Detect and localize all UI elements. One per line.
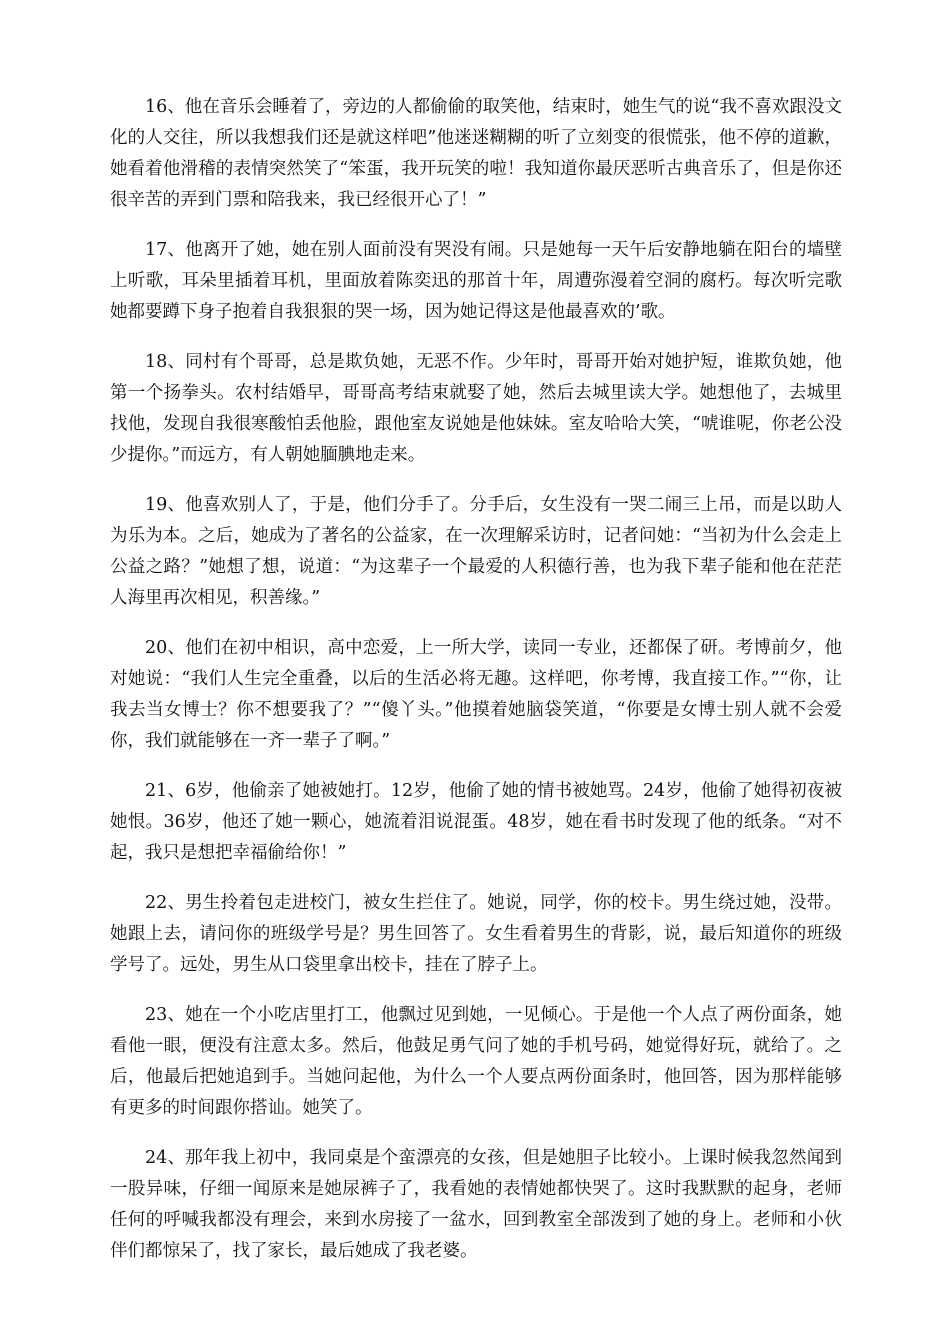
paragraph-17: 17、他离开了她，她在别人面前没有哭没有闹。只是她每一天午后安静地躺在阳台的墙壁上听歌，耳朵里插着耳机，里面放着陈奕迅的那首十年，周遭弥漫着空洞的腐朽。每次听完歌她都要蹲下身子抱着自我狠狠的哭一场，因为她记得这是他最喜欢的’歌。	[110, 240, 842, 322]
paragraph-22: 22、男生拎着包走进校门，被女生拦住了。她说，同学，你的校卡。男生绕过她，没带。她跟上去，请问你的班级学号是？男生回答了。女生看着男生的背影，说，最后知道你的班级学号了。远处，男生从口袋里拿出校卡，挂在了脖子上。	[110, 893, 842, 975]
paragraph-24: 24、那年我上初中，我同桌是个蛮漂亮的女孩，但是她胆子比较小。上课时候我忽然闻到一股异味，仔细一闻原来是她尿裤子了，我看她的表情她都快哭了。这时我默默的起身，老师任何的呼喊我都没有理会，来到水房接了一盆水，回到教室全部泼到了她的身上。老师和小伙伴们都惊呆了，找了家长，最后她成了我老婆。	[110, 1148, 842, 1261]
paragraph-18: 18、同村有个哥哥，总是欺负她，无恶不作。少年时，哥哥开始对她护短，谁欺负她，他第一个扬拳头。农村结婚早，哥哥高考结束就娶了她，然后去城里读大学。她想他了，去城里找他，发现自我很寒酸怕丢他脸，跟他室友说她是他妹妹。室友哈哈大笑，“唬谁呢，你老公没少提你。”而远方，有人朝她腼腆地走来。	[110, 352, 842, 465]
paragraph-23: 23、她在一个小吃店里打工，他飘过见到她，一见倾心。于是他一个人点了两份面条，她看他一眼，便没有注意太多。然后，他鼓足勇气问了她的手机号码，她觉得好玩，就给了。之后，他最后把她追到手。当她问起他，为什么一个人要点两份面条时，他回答，因为那样能够有更多的时间跟你搭讪。她笑了。	[110, 1005, 842, 1118]
paragraph-21: 21、6岁，他偷亲了她被她打。12岁，他偷了她的情书被她骂。24岁，他偷了她得初夜被她恨。36岁，他还了她一颗心，她流着泪说混蛋。48岁，她在看书时发现了他的纸条。“对不起，我只是想把幸福偷给你！”	[110, 781, 842, 863]
paragraph-19: 19、他喜欢别人了，于是，他们分手了。分手后，女生没有一哭二闹三上吊，而是以助人为乐为本。之后，她成为了著名的公益家，在一次理解采访时，记者问她：“当初为什么会走上公益之路？”她想了想，说道：“为这辈子一个最爱的人积德行善，也为我下辈子能和他在茫茫人海里再次相见，积善缘。”	[110, 495, 842, 608]
paragraph-16: 16、他在音乐会睡着了，旁边的人都偷偷的取笑他，结束时，她生气的说“我不喜欢跟没文化的人交往，所以我想我们还是就这样吧”他迷迷糊糊的听了立刻变的很慌张，他不停的道歉，她看着他滑稽的表情突然笑了“笨蛋，我开玩笑的啦！我知道你最厌恶听古典音乐了，但是你还很辛苦的弄到门票和陪我来，我已经很开心了！”	[110, 97, 842, 210]
document-body	[110, 92, 842, 1286]
paragraph-20: 20、他们在初中相识，高中恋爱，上一所大学，读同一专业，还都保了研。考博前夕，他对她说：“我们人生完全重叠，以后的生活必将无趣。这样吧，你考博，我直接工作。”“你，让我去当女博士？你不想要我了？”“傻丫头。”他摸着她脑袋笑道，“你要是女博士别人就不会爱你，我们就能够在一齐一辈子了啊。”	[110, 638, 842, 751]
